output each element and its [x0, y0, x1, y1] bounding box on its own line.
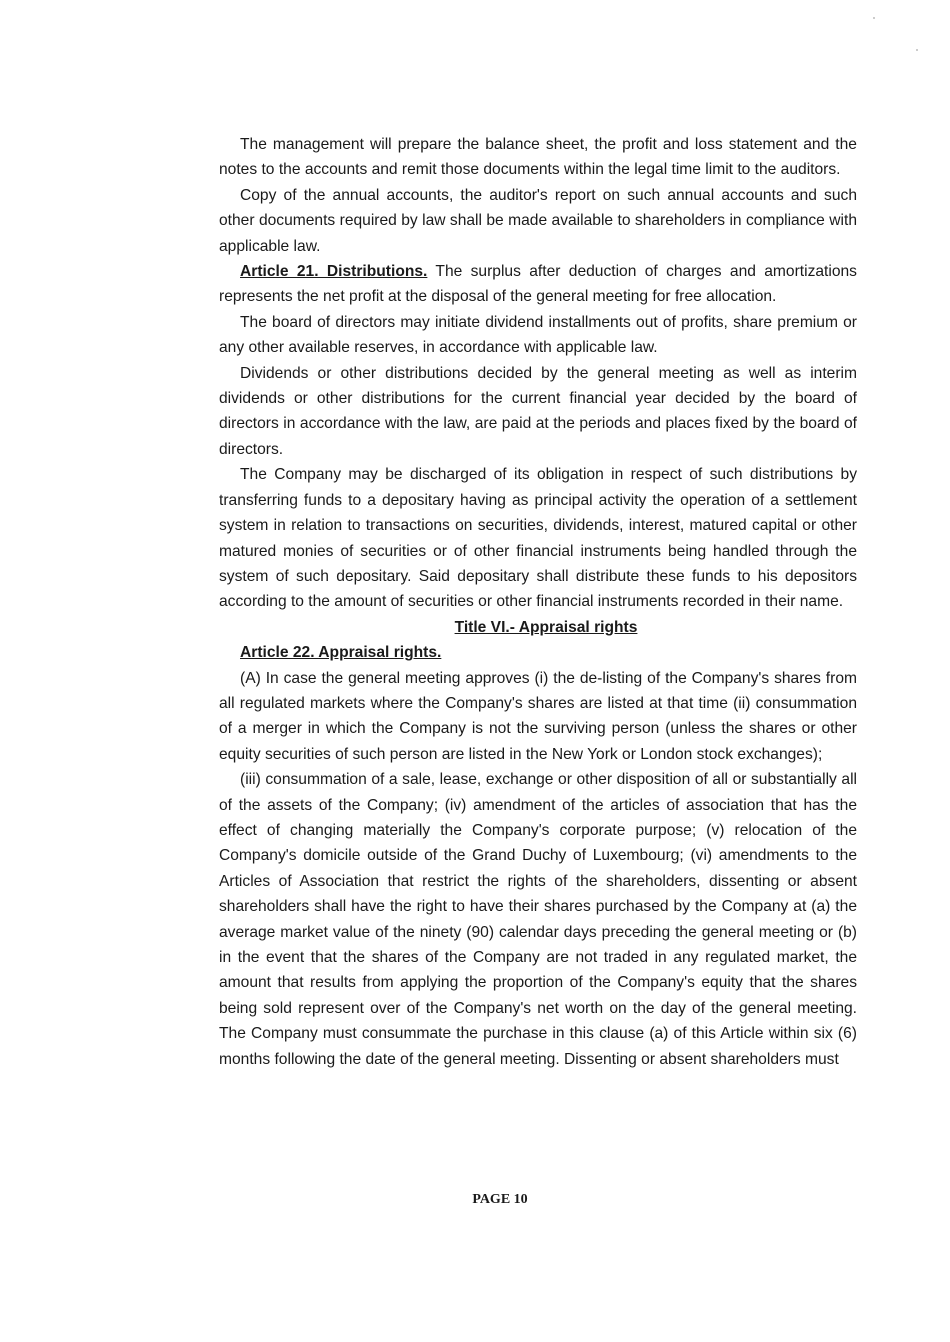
article-22-heading: Article 22. Appraisal rights. — [240, 644, 442, 662]
article-21-text: The surplus after deduction of charges and amortizations represents the net profit at the disposal of the general meeting for free allocation. — [219, 263, 857, 306]
scan-speck — [916, 49, 918, 51]
page-body — [219, 132, 857, 1072]
paragraph-management-balance-sheet: The management will prepare the balance sheet, the profit and loss statement and the notes to the accounts and remit those documents within the legal time limit to the auditors. — [219, 136, 857, 179]
article-21-heading: Article 21. Distributions. — [240, 263, 428, 281]
paragraph-dividend-installments: The board of directors may initiate dividend installments out of profits, share premium or any other available reserves, in accordance with applicable law. — [219, 313, 857, 357]
paragraph-annual-accounts-copy: Copy of the annual accounts, the auditor's report on such annual accounts and such other documents required by law shall be made available to shareholders in compliance with applicable law. — [219, 186, 857, 255]
paragraph-appraisal-iii: (iii) consummation of a sale, lease, exchange or other disposition of all or substantially all of the assets of the Company; (iv) amendment of the articles of association that has the effect of changing materially the Company's corporate purpose; (v) relocation of the Company's domicile outside of the Grand Duchy of Luxembourg; (vi) amendments to the Articles of Association that restrict the rights of the shareholders, dissenting or absent shareholders shall have the right to have their shares purchased by the Company at (a) the average market value of the ninety (90) calendar days preceding the general meeting or (b) in the event that the shares of the Company are not traded in any regulated market, the amount that results from applying the proportion of the Company's equity that the shares being sold represent over of the Company's net worth on the day of the general meeting. The Company must consummate the purchase in this clause (a) of this Article within six (6) months following the date of the general meeting. Dissenting or absent shareholders must — [219, 771, 857, 1068]
paragraph-article-21 — [219, 259, 857, 310]
title-vi-heading: Title VI.- Appraisal rights — [454, 618, 638, 636]
page-number: PAGE 10 — [472, 1192, 528, 1207]
scan-speck — [873, 17, 875, 19]
paragraph-appraisal-a: (A) In case the general meeting approves (i) the de-listing of the Company's shares from all regulated markets where the Company's shares are listed at that time (ii) consummation of a merger in which the Company is not the surviving person (unless the shares or other equity securities of such person are listed in the New York or London stock exchanges); — [219, 669, 857, 763]
paragraph-dividends-distributions: Dividends or other distributions decided by the general meeting as well as interim dividends or other distributions for the current financial year decided by the board of directors in accordance with the law, are paid at the periods and places fixed by the board of directors. — [219, 364, 857, 458]
paragraph-depositary-discharge: The Company may be discharged of its obligation in respect of such distributions by transferring funds to a depositary having as principal activity the operation of a settlement system in relation to transactions on securities, dividends, interest, matured capital or other matured monies of securities or of other financial instruments being handled through the system of such depositary. Said depositary shall distribute these funds to his depositors according to the amount of securities or other financial instruments recorded in their name. — [219, 466, 857, 611]
